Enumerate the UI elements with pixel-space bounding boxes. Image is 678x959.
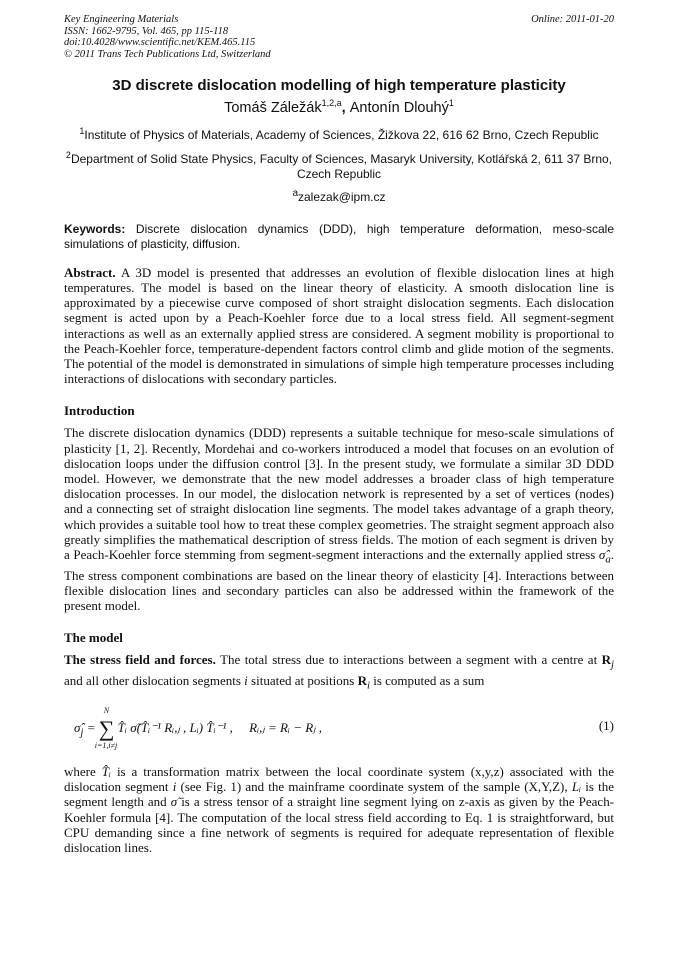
paper-title: 3D discrete dislocation modelling of high temperature plasticity [112, 77, 566, 94]
email-mark: a [292, 187, 298, 199]
eq-lhs-sub: j [80, 726, 84, 739]
abstract-text: A 3D model is presented that addresses an evolution of flexible dislocation lines at high temperatures. The model is based on the linear theory of elasticity. A smooth dislocation line is approximated by a piecewise curve composed of short straight dislocation segments. Each dislocation segment is acted upon by a Peach-Koehler force due to a local stress field. All segment-segment interactions as well as an externally applied stress are considered. A segment mobility is proportional to the Peach-Koehler force, temperature-dependent factors control climb and glide motion of the segments. The potential of the model is demonstrated in simulations of simple high temperature processes including interactions of dislocations with secondary particles. [64, 264, 614, 387]
abstract-label: Abstract. [64, 264, 116, 280]
intro-text-1: The discrete dislocation dynamics (DDD) represents a suitable technique for meso-scale simulations of plasticity [1, 2]. Recently, Mordehai and co-workers introduced a model that focuses on an evolution of dislocation loops under the diffusion control [3]. In the present study, we formulate a similar 3D DDD model. However, we demonstrate that the new model addresses a broader class of high temperature dislocation processes. In our model, the dislocation network is represented by a set of vertices (nodes) and a connecting set of straight dislocation line segments. The model takes advantage of a graph theory, which provides a suitable tool how to treat these complex geometries. The straight segment approach also greatly simplifies the mathematical description of stress fields. The motion of each segment is driven by a Peach-Koehler force stemming from segment-segment interactions and the externally applied stress [64, 425, 614, 563]
equation-1 [64, 706, 614, 752]
keywords-text: Discrete dislocation dynamics (DDD), high temperature deformation, meso-scale simulations of plasticity, diffusion. [64, 221, 614, 251]
eq-lhs: σ̂ [74, 720, 81, 736]
keywords [64, 222, 614, 252]
affiliation-1 [64, 124, 614, 143]
author-2: Antonín Dlouhý [349, 99, 449, 116]
after-equation-paragraph [64, 764, 614, 855]
t-hat-symbol: T̂ᵢ [101, 764, 111, 780]
affiliation-1-mark: 1 [79, 125, 85, 136]
online-date: Online: 2011-01-20 [531, 14, 614, 25]
r-j-symbol: R [601, 652, 611, 668]
abstract [64, 265, 614, 387]
model-text-2: and all other dislocation segments [64, 673, 241, 689]
after-eq-text-3: (see Fig. 1) and the mainframe coordinate system of the sample (X,Y,Z), [180, 779, 568, 795]
equation-body [74, 706, 322, 751]
after-eq-text-1: where [64, 764, 96, 780]
author-separator: , [341, 99, 350, 116]
l-i-symbol: Lᵢ [571, 779, 582, 795]
author-2-affil: 1 [448, 98, 454, 108]
author-line [64, 98, 614, 116]
keywords-label: Keywords: [64, 221, 126, 236]
author-1: Tomáš Záležák [224, 99, 322, 116]
r-i-symbol: R [357, 673, 367, 689]
email-text: zalezak@ipm.cz [298, 189, 386, 204]
doi: doi:10.4028/www.scientific.net/KEM.465.115 [64, 37, 256, 48]
author-1-affil: 1,2,a [321, 98, 342, 108]
introduction-paragraph [64, 425, 614, 613]
summation-symbol: ∑ N i=1,i≠j [94, 706, 118, 751]
segment-index: i [172, 779, 177, 795]
after-eq-text-5: is a stress tensor of a straight line segment lying on z-axis as given by the Peach-Koehler formula [4]. The computation of the local stress field according to Eq. 1 is straightforward, but CPU demanding since a fine network of segments is required for adequate representation of flexible dislocation lines. [64, 794, 615, 856]
model-subheading: The stress field and forces. [64, 652, 216, 668]
issn: ISSN: 1662-9795, Vol. 465, pp 115-118 [64, 25, 229, 37]
affiliation-2-text: Department of Solid State Physics, Faculty of Sciences, Masaryk University, Kotlářská 2, 611 37 Brno, Czech Republic [70, 151, 613, 181]
model-paragraph [64, 652, 614, 694]
affiliation-1-text: Institute of Physics of Materials, Academy of Sciences, Žižkova 22, 616 62 Brno, Czech Republic [84, 127, 599, 142]
paper-page [64, 14, 614, 855]
affiliation-2 [64, 148, 614, 182]
journal-header [64, 14, 614, 60]
model-text-1: The total stress due to interactions between a segment with a centre at [220, 652, 598, 668]
eq-summand: T̂ᵢ σ̃(T̂ᵢ⁻¹ Rᵢ,ⱼ , Lᵢ) T̂ᵢ⁻¹ , [117, 720, 233, 736]
model-heading: The model [64, 630, 123, 646]
introduction-heading: Introduction [64, 403, 135, 419]
after-eq-text-2: is a transformation matrix between the local coordinate system (x,y,z) associated with the dislocation segment [64, 764, 614, 795]
sum-upper-limit: N [103, 706, 110, 716]
model-text-3: situated at positions [251, 673, 355, 689]
sum-lower-limit: i=1,i≠j [94, 741, 118, 751]
eq-equals: = [83, 720, 99, 736]
journal-name: Key Engineering Materials [64, 14, 179, 25]
r-i-sub: i [366, 679, 370, 692]
equation-number: (1) [598, 718, 614, 734]
eq-relation: Rᵢ,ⱼ = Rᵢ − Rⱼ , [249, 720, 322, 736]
model-text-4: is computed as a sum [373, 673, 485, 689]
author-email [64, 188, 614, 204]
affiliation-2-mark: 2 [65, 149, 71, 160]
intro-text-2: . The stress component combinations are based on the linear theory of elasticity [4]. Interactions between flexible dislocation lines and secondary particles can also be addressed within the framework of the present model. [64, 547, 615, 614]
sigma-tilde-symbol: σ̃ [170, 794, 178, 810]
copyright: © 2011 Trans Tech Publications Ltd, Switzerland [64, 48, 271, 60]
i-variable: i [244, 673, 248, 689]
r-j-sub: j [611, 659, 615, 672]
after-eq-text-4: is the segment length and [64, 779, 615, 810]
sigma-hat-symbol: σ̂ [598, 547, 606, 563]
sigma-hat-sub: a [605, 553, 611, 566]
